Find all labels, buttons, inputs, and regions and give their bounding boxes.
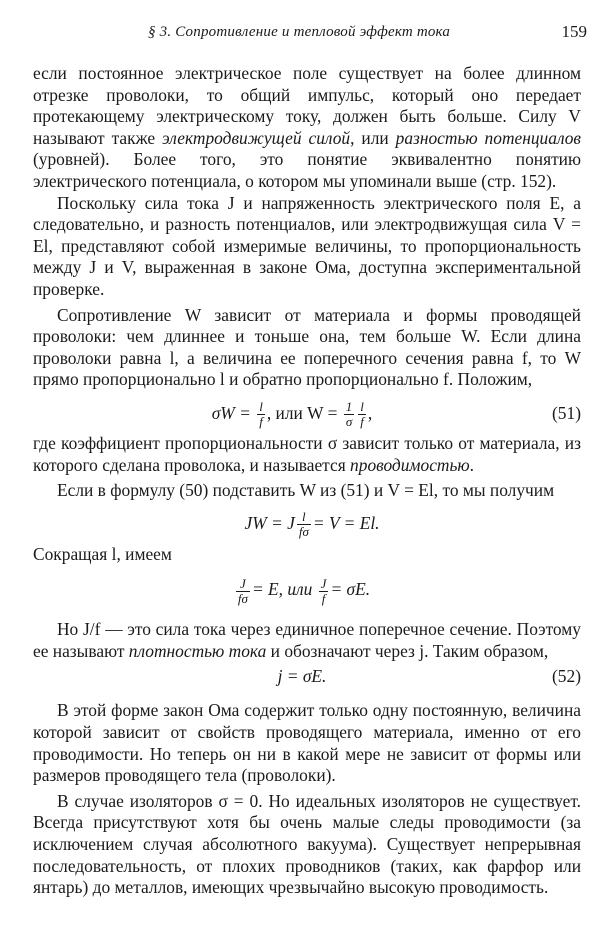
- paragraph-insulators: В случае изоляторов σ = 0. Но идеальных изоляторов не существует. Всегда присутствуют хотя бы очень малые следы проводимости (за исключением случая абсолютного вакуума). Существует непрерывная последовательность, от плохих проводников (таких, как фарфор или янтарь) до металлов, имеющих чрезвычайно высокую проводимость.: [33, 790, 581, 898]
- equation-number: (51): [552, 402, 581, 423]
- fraction: $\frac{J}{f}$: [320, 575, 327, 606]
- equation-number: (52): [552, 666, 581, 687]
- equation-52: j = σE. (52): [33, 662, 581, 690]
- term-emf: электродвижущей силой: [162, 127, 351, 148]
- running-header: [0, 22, 613, 44]
- page-body: [33, 63, 581, 899]
- page-number: 159: [561, 22, 587, 41]
- equation-je: $\frac{J}{f\sigma}$ = E, или $\frac{J}{f}$ = σE.: [237, 575, 371, 606]
- term-current-density: плотностью тока: [128, 640, 267, 661]
- paragraph-current-density: Но J/f — это сила тока через единичное поперечное сечение. Поэтому ее называют плотностью тока и обозначают через j. Таким образом,: [33, 619, 581, 661]
- paragraph-ohm-law-check: Поскольку сила тока J и напряженность электрического поля E, а следовательно, и разность потенциалов, или электродвижущая сила V = El, представляют собой измеримые величины, то пропорциональность между J и V, выраженная в законе Ома, доступна экспериментальной проверке.: [33, 192, 581, 299]
- paragraph-conductivity: где коэффициент пропорциональности σ зависит только от материала, из которого сделана проволока, и называется проводимостью.: [33, 432, 581, 475]
- fraction: $\frac{l}{f}$: [360, 399, 364, 430]
- term-potential-difference: разностью потенциалов: [395, 127, 581, 148]
- paragraph-cancel: Сокращая l, имеем: [33, 543, 172, 564]
- fraction: $\frac{l}{f\sigma}$: [298, 509, 309, 540]
- paragraph-resistance: Сопротивление W зависит от материала и формы проводящей проволоки: чем длиннее и тоньше она, тем больше W. Если длина проволоки равна l, а величина ее поперечного сечения равна f, то W прямо пропорционально l и обратно пропорционально f. Положим,: [33, 304, 581, 390]
- fraction: $\frac{l}{f}$: [259, 399, 263, 430]
- paragraph-ohm-form: В этой форме закон Ома содержит только одну постоянную, величина которой зависит от свойств проводящего материала, именно от его проводимости. Но теперь он ни в какой мере не зависит от формы или размеров проводящего тела (проволоки).: [33, 700, 581, 786]
- paragraph-substitution: Если в формулу (50) подставить W из (51) и V = El, то мы получим: [57, 480, 555, 501]
- equation-51: σW = $\frac{l}{f}$ , или W = $\frac{1}{\sigma}$ $\frac{l}{f}$ , (51): [33, 393, 581, 433]
- paragraph-emf: если постоянное электрическое поле существует на более длинном отрезке проволоки, то общий импульс, который оно передает протекающему электрическому току, должен быть больше. Силу V называют также электродвижущей силой, или разностью потенциалов (уровней). Более того, это понятие эквивалентно понятию электрического потенциала, о котором мы упоминали выше (стр. 152).: [33, 63, 581, 191]
- equation-jw: JW = J $\frac{l}{f\sigma}$ = V = El.: [244, 509, 380, 540]
- term-conductivity: проводимостью: [350, 454, 470, 475]
- running-title: § 3. Сопротивление и тепловой эффект тока: [148, 24, 451, 40]
- fraction: $\frac{J}{f\sigma}$: [237, 575, 248, 606]
- fraction: $\frac{1}{\sigma}$: [345, 399, 353, 430]
